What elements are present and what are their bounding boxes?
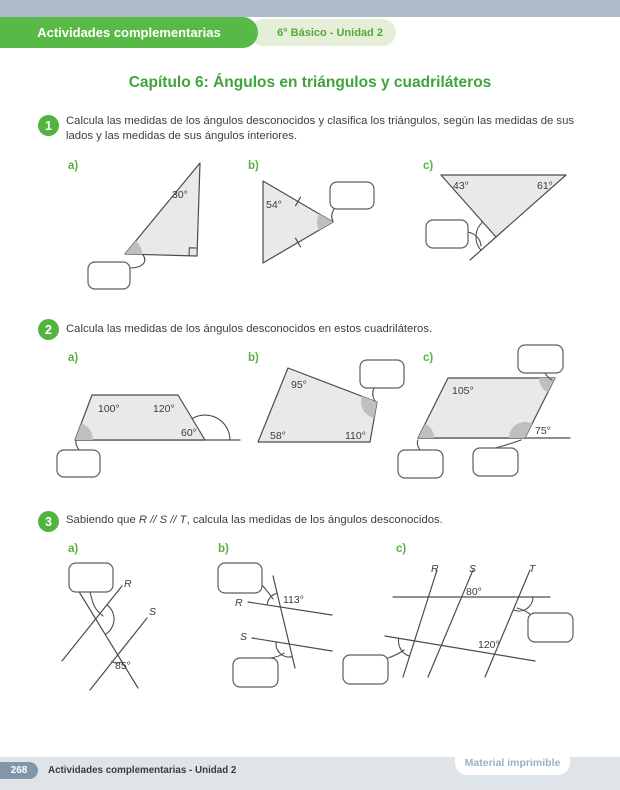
angle-label: 75° <box>535 425 551 437</box>
line-R <box>403 570 437 677</box>
side-extension-line <box>470 237 496 260</box>
exercise-1-number: 1 <box>38 115 59 136</box>
unknown-angle-arc <box>105 605 114 635</box>
angle-label: 85° <box>115 660 131 672</box>
angle-label: 120° <box>153 403 175 415</box>
figure-3a <box>60 545 170 695</box>
line-label: S <box>149 606 157 618</box>
answer-box[interactable] <box>343 655 388 684</box>
answer-box[interactable] <box>426 220 468 248</box>
figure-3c <box>340 545 580 695</box>
line-label: T <box>529 563 536 575</box>
part-label-1a: a) <box>68 160 79 172</box>
line-S <box>252 638 332 651</box>
header-banner-label: Actividades complementarias <box>37 25 221 40</box>
answer-box[interactable] <box>398 450 443 478</box>
angle-label: 100° <box>98 403 120 415</box>
connector-line <box>332 209 334 221</box>
part-label-3c: c) <box>396 543 407 555</box>
answer-box[interactable] <box>88 262 130 289</box>
figure-2a <box>55 385 245 485</box>
figure-2c <box>395 343 580 485</box>
angle-label: 80° <box>466 586 482 598</box>
connector-line <box>262 585 273 599</box>
line-label: R <box>431 563 439 575</box>
connector-line <box>76 441 79 450</box>
answer-box[interactable] <box>69 563 113 592</box>
figure-1c <box>420 158 580 283</box>
transversal-line <box>78 590 138 688</box>
figure-1a <box>60 158 240 303</box>
angle-label: 110° <box>345 430 366 442</box>
figure-3b <box>215 545 340 695</box>
angle-label: 60° <box>181 427 197 439</box>
angle-label: 43° <box>453 180 469 192</box>
exercise-1-instruction: Calcula las medidas de los ángulos desconocidos y clasifica los triángulos, según las medidas de sus lados y las medidas de sus ángulos interiores. <box>66 115 575 142</box>
unit-badge <box>250 19 396 46</box>
exercise-3-number: 3 <box>38 511 59 532</box>
exercise-3-instruction <box>66 513 580 528</box>
connector-line <box>495 440 521 448</box>
figure-2b <box>250 355 410 450</box>
answer-box[interactable] <box>518 345 563 373</box>
header-banner <box>0 17 258 48</box>
unknown-angle-arc <box>514 597 534 611</box>
instruction-text: Sabiendo que <box>66 514 139 526</box>
connector-line <box>417 440 420 450</box>
angle-label: 113° <box>283 594 304 606</box>
answer-box[interactable] <box>233 658 278 687</box>
page-title: Capítulo 6: Ángulos en triángulos y cuadriláteros <box>128 74 492 91</box>
answer-box[interactable] <box>330 182 374 209</box>
connector-line <box>130 255 145 268</box>
part-label-2a: a) <box>68 352 79 364</box>
connector-line <box>373 388 375 401</box>
line-label: S <box>469 563 477 575</box>
material-badge <box>455 745 570 775</box>
angle-label: 30° <box>172 189 188 201</box>
exercise-2-number: 2 <box>38 319 59 340</box>
top-bar <box>0 0 620 17</box>
page-number-badge: 268 <box>0 762 38 779</box>
part-label-2b: b) <box>248 352 259 364</box>
part-label-3a: a) <box>68 543 79 555</box>
parallel-lines-notation: R // S // T <box>138 514 187 526</box>
transversal-line <box>385 636 535 661</box>
material-badge-label: Material imprimible <box>464 757 561 769</box>
angle-label: 120° <box>478 639 500 651</box>
answer-box[interactable] <box>528 613 573 642</box>
exercise-2-instruction: Calcula las medidas de los ángulos desconocidos en estos cuadriláteros. <box>66 323 433 335</box>
angle-label: 95° <box>291 379 307 391</box>
unknown-angle-arc <box>398 638 409 656</box>
angle-label: 61° <box>537 180 553 192</box>
line-label: S <box>240 631 248 643</box>
angle-label: 105° <box>452 385 474 397</box>
part-label-2c: c) <box>423 352 434 364</box>
unit-badge-label: 6° Básico - Unidad 2 <box>277 26 383 39</box>
part-label-1c: c) <box>423 160 434 172</box>
line-label: R <box>124 578 132 590</box>
connector-line <box>388 650 404 658</box>
line-T <box>485 570 530 677</box>
angle-label: 54° <box>266 199 282 211</box>
line-S <box>90 618 147 690</box>
line-label: R <box>235 597 243 609</box>
part-label-3b: b) <box>218 543 229 555</box>
answer-box[interactable] <box>218 563 262 593</box>
connector-line <box>468 232 481 246</box>
figure-1b <box>245 158 385 303</box>
unknown-angle-wedge <box>317 214 333 230</box>
part-label-1b: b) <box>248 160 259 172</box>
footer-label: Actividades complementarias - Unidad 2 <box>48 765 237 776</box>
instruction-text: , calcula las medidas de los ángulos desconocidos. <box>186 514 443 526</box>
answer-box[interactable] <box>57 450 100 477</box>
angle-label: 58° <box>270 430 286 442</box>
transversal-line <box>273 576 295 668</box>
answer-box[interactable] <box>473 448 518 476</box>
